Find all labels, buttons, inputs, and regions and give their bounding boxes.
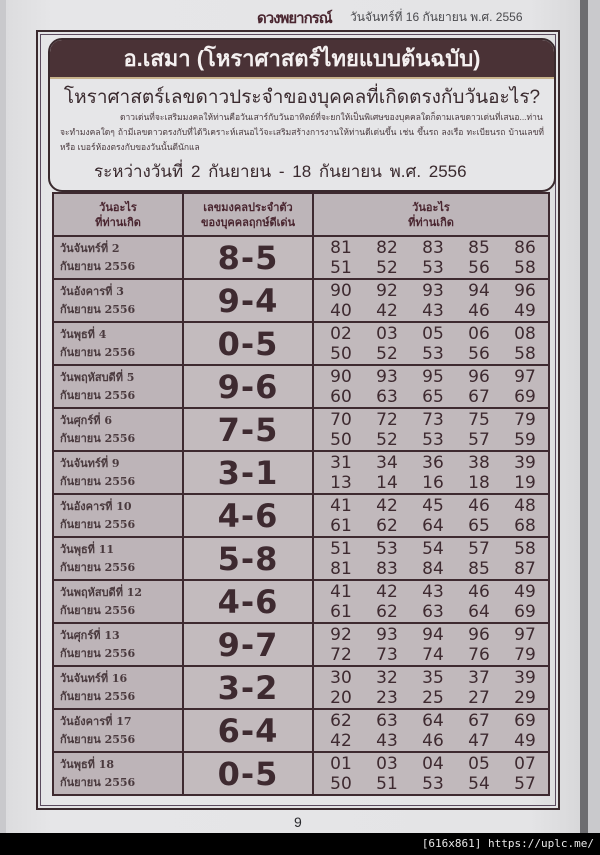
lucky-number: 96 (468, 624, 490, 645)
lucky-number: 87 (514, 558, 536, 579)
lucky-numbers-top-row (314, 625, 548, 645)
birth-month-label: กันยายน 2556 (60, 431, 136, 445)
birth-day-cell (53, 494, 183, 537)
lucky-number: 73 (422, 409, 444, 430)
lucky-number: 34 (376, 452, 398, 473)
birth-day-cell (53, 236, 183, 279)
birth-month-label: กันยายน 2556 (60, 646, 136, 660)
lucky-number: 64 (422, 710, 444, 731)
lucky-number: 52 (376, 429, 398, 450)
lucky-number: 96 (468, 366, 490, 387)
lucky-numbers-cell (313, 408, 549, 451)
lucky-number: 49 (514, 581, 536, 602)
lucky-number: 51 (330, 257, 352, 278)
lucky-numbers-bottom-row (314, 559, 548, 579)
birth-day-cell (53, 408, 183, 451)
lucky-number: 02 (330, 323, 352, 344)
lucky-numbers-cell (313, 752, 549, 795)
lucky-number: 27 (468, 687, 490, 708)
lucky-number: 47 (468, 730, 490, 751)
birth-day-cell (53, 451, 183, 494)
lucky-number: 58 (514, 538, 536, 559)
lucky-number: 70 (330, 409, 352, 430)
lucky-number: 46 (422, 730, 444, 751)
birth-day-cell (53, 365, 183, 408)
lucky-number: 07 (514, 753, 536, 774)
lucky-numbers-bottom-row (314, 387, 548, 407)
lucky-numbers-cell (313, 623, 549, 666)
lucky-number: 92 (330, 624, 352, 645)
lucky-number: 63 (376, 710, 398, 731)
lucky-number: 67 (468, 386, 490, 407)
header-lucky-numbers-line2: ที่ท่านเกิด (408, 215, 454, 229)
lucky-number: 76 (468, 644, 490, 665)
lucky-numbers-top-row (314, 410, 548, 430)
lucky-number: 53 (422, 257, 444, 278)
lucky-number: 65 (468, 515, 490, 536)
birth-month-label: กันยายน 2556 (60, 560, 136, 574)
lucky-pair-cell: 9-6 (183, 365, 313, 408)
birth-month-label: กันยายน 2556 (60, 689, 136, 703)
lucky-number: 90 (330, 366, 352, 387)
lucky-numbers-cell (313, 322, 549, 365)
lucky-number: 60 (330, 386, 352, 407)
lucky-number: 08 (514, 323, 536, 344)
lucky-numbers-bottom-row (314, 602, 548, 622)
birth-day-cell (53, 709, 183, 752)
lucky-number: 43 (376, 730, 398, 751)
lucky-numbers-cell (313, 494, 549, 537)
birth-month-label: กันยายน 2556 (60, 775, 136, 789)
lucky-number: 58 (514, 343, 536, 364)
lucky-number: 85 (468, 558, 490, 579)
lucky-number: 58 (514, 257, 536, 278)
lucky-number: 57 (514, 773, 536, 794)
lucky-number: 30 (330, 667, 352, 688)
lucky-number: 52 (376, 257, 398, 278)
birth-month-label: กันยายน 2556 (60, 517, 136, 531)
lucky-number: 42 (376, 300, 398, 321)
lucky-number: 64 (468, 601, 490, 622)
lucky-number: 31 (330, 452, 352, 473)
birth-day-label: วันศุกร์ที่ 6 (60, 413, 112, 427)
lucky-number: 29 (514, 687, 536, 708)
lucky-pair-cell: 5-8 (183, 537, 313, 580)
lucky-numbers-bottom-row (314, 645, 548, 665)
lucky-number: 42 (376, 581, 398, 602)
lucky-numbers-top-row (314, 453, 548, 473)
lucky-pair-cell: 9-7 (183, 623, 313, 666)
lucky-number: 48 (514, 495, 536, 516)
lucky-number: 92 (376, 280, 398, 301)
lucky-number: 56 (468, 343, 490, 364)
table-row (53, 494, 549, 537)
lucky-number: 68 (514, 515, 536, 536)
table-row (53, 236, 549, 279)
lucky-number: 03 (376, 323, 398, 344)
masthead-date: วันจันทร์ที่ 16 กันยายน พ.ศ. 2556 (350, 10, 523, 24)
lucky-number: 56 (468, 257, 490, 278)
lucky-number: 67 (468, 710, 490, 731)
article-intro: ดาวเด่นที่จะเสริมมงคลให้ท่านคือวันเสาร์กับวันอาทิตย์ที่จะยกให้เป็นพิเศษของบุคคลใดก็ตามเลขดาวเด่นที่เสนอ...ท่านจะทำมงคลใดๆ ถ้ามีเลขดาวตรงกับที่ได้วิเคราะห์เสนอไว้จะเสริมสร้างการงานให้ท่านดีเด่นขึ้น เช่น ขึ้นรถ ลงเรือ ทะเบียนรถ บ้านเลขที่ หรือ เบอร์ห้องตรงกับของวันนั้นดีนักแล (60, 112, 544, 152)
lucky-number: 72 (330, 644, 352, 665)
birth-day-label: วันจันทร์ที่ 9 (60, 456, 120, 470)
birth-day-label: วันพุธที่ 4 (60, 327, 107, 341)
birth-day-cell (53, 580, 183, 623)
lucky-number: 62 (376, 515, 398, 536)
lucky-number: 63 (376, 386, 398, 407)
lucky-number: 81 (330, 237, 352, 258)
lucky-number: 42 (330, 730, 352, 751)
lucky-number: 54 (468, 773, 490, 794)
lucky-numbers-bottom-row (314, 258, 548, 278)
lucky-number: 14 (376, 472, 398, 493)
lucky-numbers-bottom-row (314, 430, 548, 450)
lucky-number: 84 (422, 558, 444, 579)
birth-day-cell (53, 752, 183, 795)
watermark: [616x861] https://uplc.me/ (421, 837, 594, 850)
lucky-numbers-cell (313, 451, 549, 494)
lucky-number-table (52, 192, 550, 796)
lucky-number: 93 (376, 624, 398, 645)
lucky-number: 61 (330, 515, 352, 536)
birth-month-label: กันยายน 2556 (60, 345, 136, 359)
lucky-numbers-cell (313, 580, 549, 623)
article-title: อ.เสมา (โหราศาสตร์ไทยแบบต้นฉบับ) (50, 40, 554, 79)
lucky-pair-cell: 9-4 (183, 279, 313, 322)
lucky-pair-cell: 4-6 (183, 580, 313, 623)
header-lucky-numbers (313, 193, 549, 236)
lucky-number: 39 (514, 667, 536, 688)
lucky-number: 64 (422, 515, 444, 536)
lucky-number: 86 (514, 237, 536, 258)
lucky-number: 05 (468, 753, 490, 774)
lucky-number: 35 (422, 667, 444, 688)
lucky-number: 53 (422, 773, 444, 794)
lucky-number: 94 (468, 280, 490, 301)
header-birth-day-line1: วันอะไร (99, 200, 137, 214)
birth-day-cell (53, 666, 183, 709)
table-row (53, 322, 549, 365)
lucky-number: 69 (514, 710, 536, 731)
lucky-number: 20 (330, 687, 352, 708)
lucky-pair-cell: 7-5 (183, 408, 313, 451)
header-lucky-pair-line2: ของบุคคลฤกษ์ดีเด่น (200, 215, 296, 229)
header-lucky-pair (183, 193, 313, 236)
table-row (53, 666, 549, 709)
header-lucky-numbers-line1: วันอะไร (412, 200, 450, 214)
lucky-number: 61 (330, 601, 352, 622)
lucky-number: 90 (330, 280, 352, 301)
lucky-numbers-bottom-row (314, 516, 548, 536)
lucky-number: 40 (330, 300, 352, 321)
lucky-number: 72 (376, 409, 398, 430)
birth-day-label: วันศุกร์ที่ 13 (60, 628, 120, 642)
lucky-number: 50 (330, 429, 352, 450)
lucky-numbers-cell (313, 537, 549, 580)
lucky-number: 53 (376, 538, 398, 559)
lucky-numbers-cell (313, 365, 549, 408)
birth-day-label: วันพุธที่ 11 (60, 542, 115, 556)
article-header (48, 38, 556, 192)
lucky-number: 23 (376, 687, 398, 708)
birth-day-cell (53, 623, 183, 666)
lucky-number: 83 (422, 237, 444, 258)
lucky-numbers-top-row (314, 238, 548, 258)
lucky-numbers-cell (313, 709, 549, 752)
lucky-number: 63 (422, 601, 444, 622)
lucky-numbers-top-row (314, 496, 548, 516)
lucky-number: 25 (422, 687, 444, 708)
lucky-number: 53 (422, 429, 444, 450)
lucky-number: 19 (514, 472, 536, 493)
lucky-number: 62 (330, 710, 352, 731)
page-number: 9 (294, 814, 302, 830)
table-row (53, 365, 549, 408)
birth-day-cell (53, 279, 183, 322)
lucky-number: 93 (422, 280, 444, 301)
lucky-number: 83 (376, 558, 398, 579)
header-lucky-pair-line1: เลขมงคลประจำตัว (203, 200, 293, 214)
table-row (53, 537, 549, 580)
lucky-pair-cell: 3-2 (183, 666, 313, 709)
lucky-number: 94 (422, 624, 444, 645)
lucky-numbers-top-row (314, 582, 548, 602)
lucky-number: 18 (468, 472, 490, 493)
lucky-number: 43 (422, 581, 444, 602)
lucky-number: 93 (376, 366, 398, 387)
lucky-number: 05 (422, 323, 444, 344)
lucky-numbers-bottom-row (314, 301, 548, 321)
birth-day-label: วันอังคารที่ 3 (60, 284, 124, 298)
lucky-number: 16 (422, 472, 444, 493)
lucky-numbers-top-row (314, 324, 548, 344)
lucky-pair-cell: 3-1 (183, 451, 313, 494)
masthead-logo: ดวงพยากรณ์ (257, 11, 332, 27)
lucky-number: 95 (422, 366, 444, 387)
table-row (53, 752, 549, 795)
lucky-number: 57 (468, 429, 490, 450)
birth-day-cell (53, 322, 183, 365)
birth-day-cell (53, 537, 183, 580)
lucky-number: 59 (514, 429, 536, 450)
lucky-numbers-bottom-row (314, 731, 548, 751)
lucky-number: 74 (422, 644, 444, 665)
lucky-numbers-cell (313, 236, 549, 279)
lucky-number: 42 (376, 495, 398, 516)
lucky-number: 04 (422, 753, 444, 774)
header-birth-day-line2: ที่ท่านเกิด (95, 215, 141, 229)
lucky-numbers-top-row (314, 754, 548, 774)
lucky-numbers-top-row (314, 539, 548, 559)
lucky-numbers-top-row (314, 367, 548, 387)
lucky-pair-cell: 6-4 (183, 709, 313, 752)
lucky-number: 46 (468, 495, 490, 516)
lucky-number: 38 (468, 452, 490, 473)
lucky-pair-cell: 8-5 (183, 236, 313, 279)
lucky-number: 97 (514, 366, 536, 387)
lucky-number: 41 (330, 495, 352, 516)
lucky-numbers-bottom-row (314, 688, 548, 708)
lucky-number: 46 (468, 300, 490, 321)
table-row (53, 408, 549, 451)
lucky-number: 96 (514, 280, 536, 301)
lucky-number: 49 (514, 730, 536, 751)
lucky-number: 51 (330, 538, 352, 559)
lucky-pair-cell: 0-5 (183, 322, 313, 365)
table-row (53, 580, 549, 623)
page-edge-shadow (580, 0, 588, 833)
lucky-number: 62 (376, 601, 398, 622)
lucky-number: 75 (468, 409, 490, 430)
birth-month-label: กันยายน 2556 (60, 474, 136, 488)
lucky-number: 13 (330, 472, 352, 493)
lucky-numbers-cell (313, 279, 549, 322)
birth-day-label: วันพฤหัสบดีที่ 12 (60, 585, 143, 599)
lucky-numbers-bottom-row (314, 473, 548, 493)
table-row (53, 451, 549, 494)
lucky-number: 79 (514, 644, 536, 665)
lucky-number: 50 (330, 343, 352, 364)
lucky-pair-cell: 4-6 (183, 494, 313, 537)
lucky-number: 51 (376, 773, 398, 794)
lucky-pair-cell: 0-5 (183, 752, 313, 795)
lucky-number: 97 (514, 624, 536, 645)
birth-day-label: วันจันทร์ที่ 2 (60, 241, 120, 255)
table-row (53, 709, 549, 752)
lucky-number: 32 (376, 667, 398, 688)
lucky-number: 41 (330, 581, 352, 602)
birth-day-label: วันอังคารที่ 10 (60, 499, 132, 513)
lucky-number: 03 (376, 753, 398, 774)
lucky-number: 85 (468, 237, 490, 258)
lucky-number: 65 (422, 386, 444, 407)
lucky-numbers-bottom-row (314, 344, 548, 364)
header-birth-day (53, 193, 183, 236)
birth-month-label: กันยายน 2556 (60, 259, 136, 273)
birth-day-label: วันพุธที่ 18 (60, 757, 115, 771)
date-range: ระหว่างวันที่ 2 กันยายน - 18 กันยายน พ.ศ. 2556 (94, 162, 467, 181)
birth-month-label: กันยายน 2556 (60, 603, 136, 617)
table-row (53, 279, 549, 322)
lucky-number: 69 (514, 601, 536, 622)
lucky-number: 82 (376, 237, 398, 258)
birth-day-label: วันอังคารที่ 17 (60, 714, 132, 728)
lucky-number: 45 (422, 495, 444, 516)
lucky-number: 57 (468, 538, 490, 559)
lucky-numbers-top-row (314, 711, 548, 731)
lucky-number: 01 (330, 753, 352, 774)
lucky-number: 73 (376, 644, 398, 665)
lucky-number: 79 (514, 409, 536, 430)
birth-day-label: วันจันทร์ที่ 16 (60, 671, 128, 685)
article-subtitle: โหราศาสตร์เลขดาวประจำของบุคคลที่เกิดตรงกับวันอะไร? (63, 87, 541, 108)
lucky-number: 37 (468, 667, 490, 688)
birth-month-label: กันยายน 2556 (60, 388, 136, 402)
lucky-number: 69 (514, 386, 536, 407)
birth-month-label: กันยายน 2556 (60, 732, 136, 746)
birth-day-label: วันพฤหัสบดีที่ 5 (60, 370, 135, 384)
lucky-numbers-cell (313, 666, 549, 709)
lucky-number: 49 (514, 300, 536, 321)
lucky-numbers-bottom-row (314, 774, 548, 794)
lucky-number: 81 (330, 558, 352, 579)
birth-month-label: กันยายน 2556 (60, 302, 136, 316)
lucky-number: 43 (422, 300, 444, 321)
lucky-number: 50 (330, 773, 352, 794)
table-row (53, 623, 549, 666)
table-header-row (53, 193, 549, 236)
lucky-number: 53 (422, 343, 444, 364)
lucky-numbers-top-row (314, 281, 548, 301)
lucky-number: 36 (422, 452, 444, 473)
lucky-number: 46 (468, 581, 490, 602)
lucky-numbers-top-row (314, 668, 548, 688)
lucky-number: 52 (376, 343, 398, 364)
lucky-number: 39 (514, 452, 536, 473)
lucky-number: 54 (422, 538, 444, 559)
lucky-number: 06 (468, 323, 490, 344)
